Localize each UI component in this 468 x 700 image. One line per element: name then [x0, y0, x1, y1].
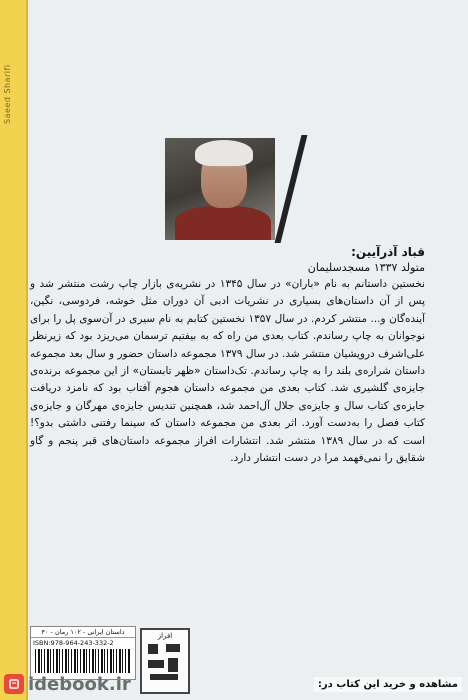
- publisher-name: افراز: [157, 632, 173, 640]
- store-caption: مشاهده و خرید این کتاب در:: [314, 677, 462, 692]
- decorative-slash: [275, 135, 308, 243]
- store-brand-name[interactable]: idebook.ir: [28, 673, 131, 695]
- author-bio-section: [30, 244, 425, 467]
- store-brand[interactable]: [4, 674, 131, 695]
- barcode-category: داستان ایرانی - ۱۰۲ رمان - ۴۰: [31, 627, 135, 638]
- author-name: قباد آذرآیین:: [351, 245, 425, 259]
- author-birth: متولد ۱۳۳۷ مسجدسلیمان: [307, 261, 425, 274]
- author-biography: نخستین داستانم به نام «باران» در سال ۱۳۴۵ در نشریه‌ی بازار چاپ رشت منتشر شد و پس از آن داستان‌های بسیاری در نشریات ادبی آن دوران مثل خوشه، فردوسی، نگین، آینده‌گان و... منتشر کردم. در سال ۱۳۵۷ نخستین کتابم به نام سیری در آن‌سوی پل را برای نوجوانان به چاپ رساندم. کتاب بعدی من راه که به بیفتیم ترسمان می‌ریزد بود که زیرنظر علی‌اشرف درویشیان منتشر شد. در سال ۱۳۷۹ مجموعه داستان حضور و سال بعد مجموعه داستان شراره‌ی بلند را به چاپ رساندم. تک‌داستان «ظهر تابستان» از این مجموعه برنده‌ی جایزه‌ی گلشیری شد. کتاب بعدی من مجموعه داستان هجوم آفتاب بود که نامزد دریافت جایزه‌ی کتاب سال و جایزه‌ی جلال آل‌احمد شد، همچنین تندیس جایزه‌ی مهرگان و جایزه‌ی کتاب فصل را به‌دست آورد. اثر بعدی من مجموعه داستان که سینما رفتنی داشتی بدو؟! است که در سال ۱۳۸۹ منتشر شد. انتشارات افراز مجموعه داستان‌های قبر پنجم و گاو شقایق را نمی‌فهمد مرا در دست انتشار دارد.: [30, 278, 426, 465]
- spine-author-text: Saeed Sharifi: [3, 64, 12, 124]
- book-icon: [4, 674, 24, 694]
- store-watermark[interactable]: [0, 668, 468, 700]
- author-photo: [165, 138, 275, 240]
- isbn-text: ISBN:978-964-243-332-2: [33, 639, 114, 647]
- book-spine: [0, 0, 28, 700]
